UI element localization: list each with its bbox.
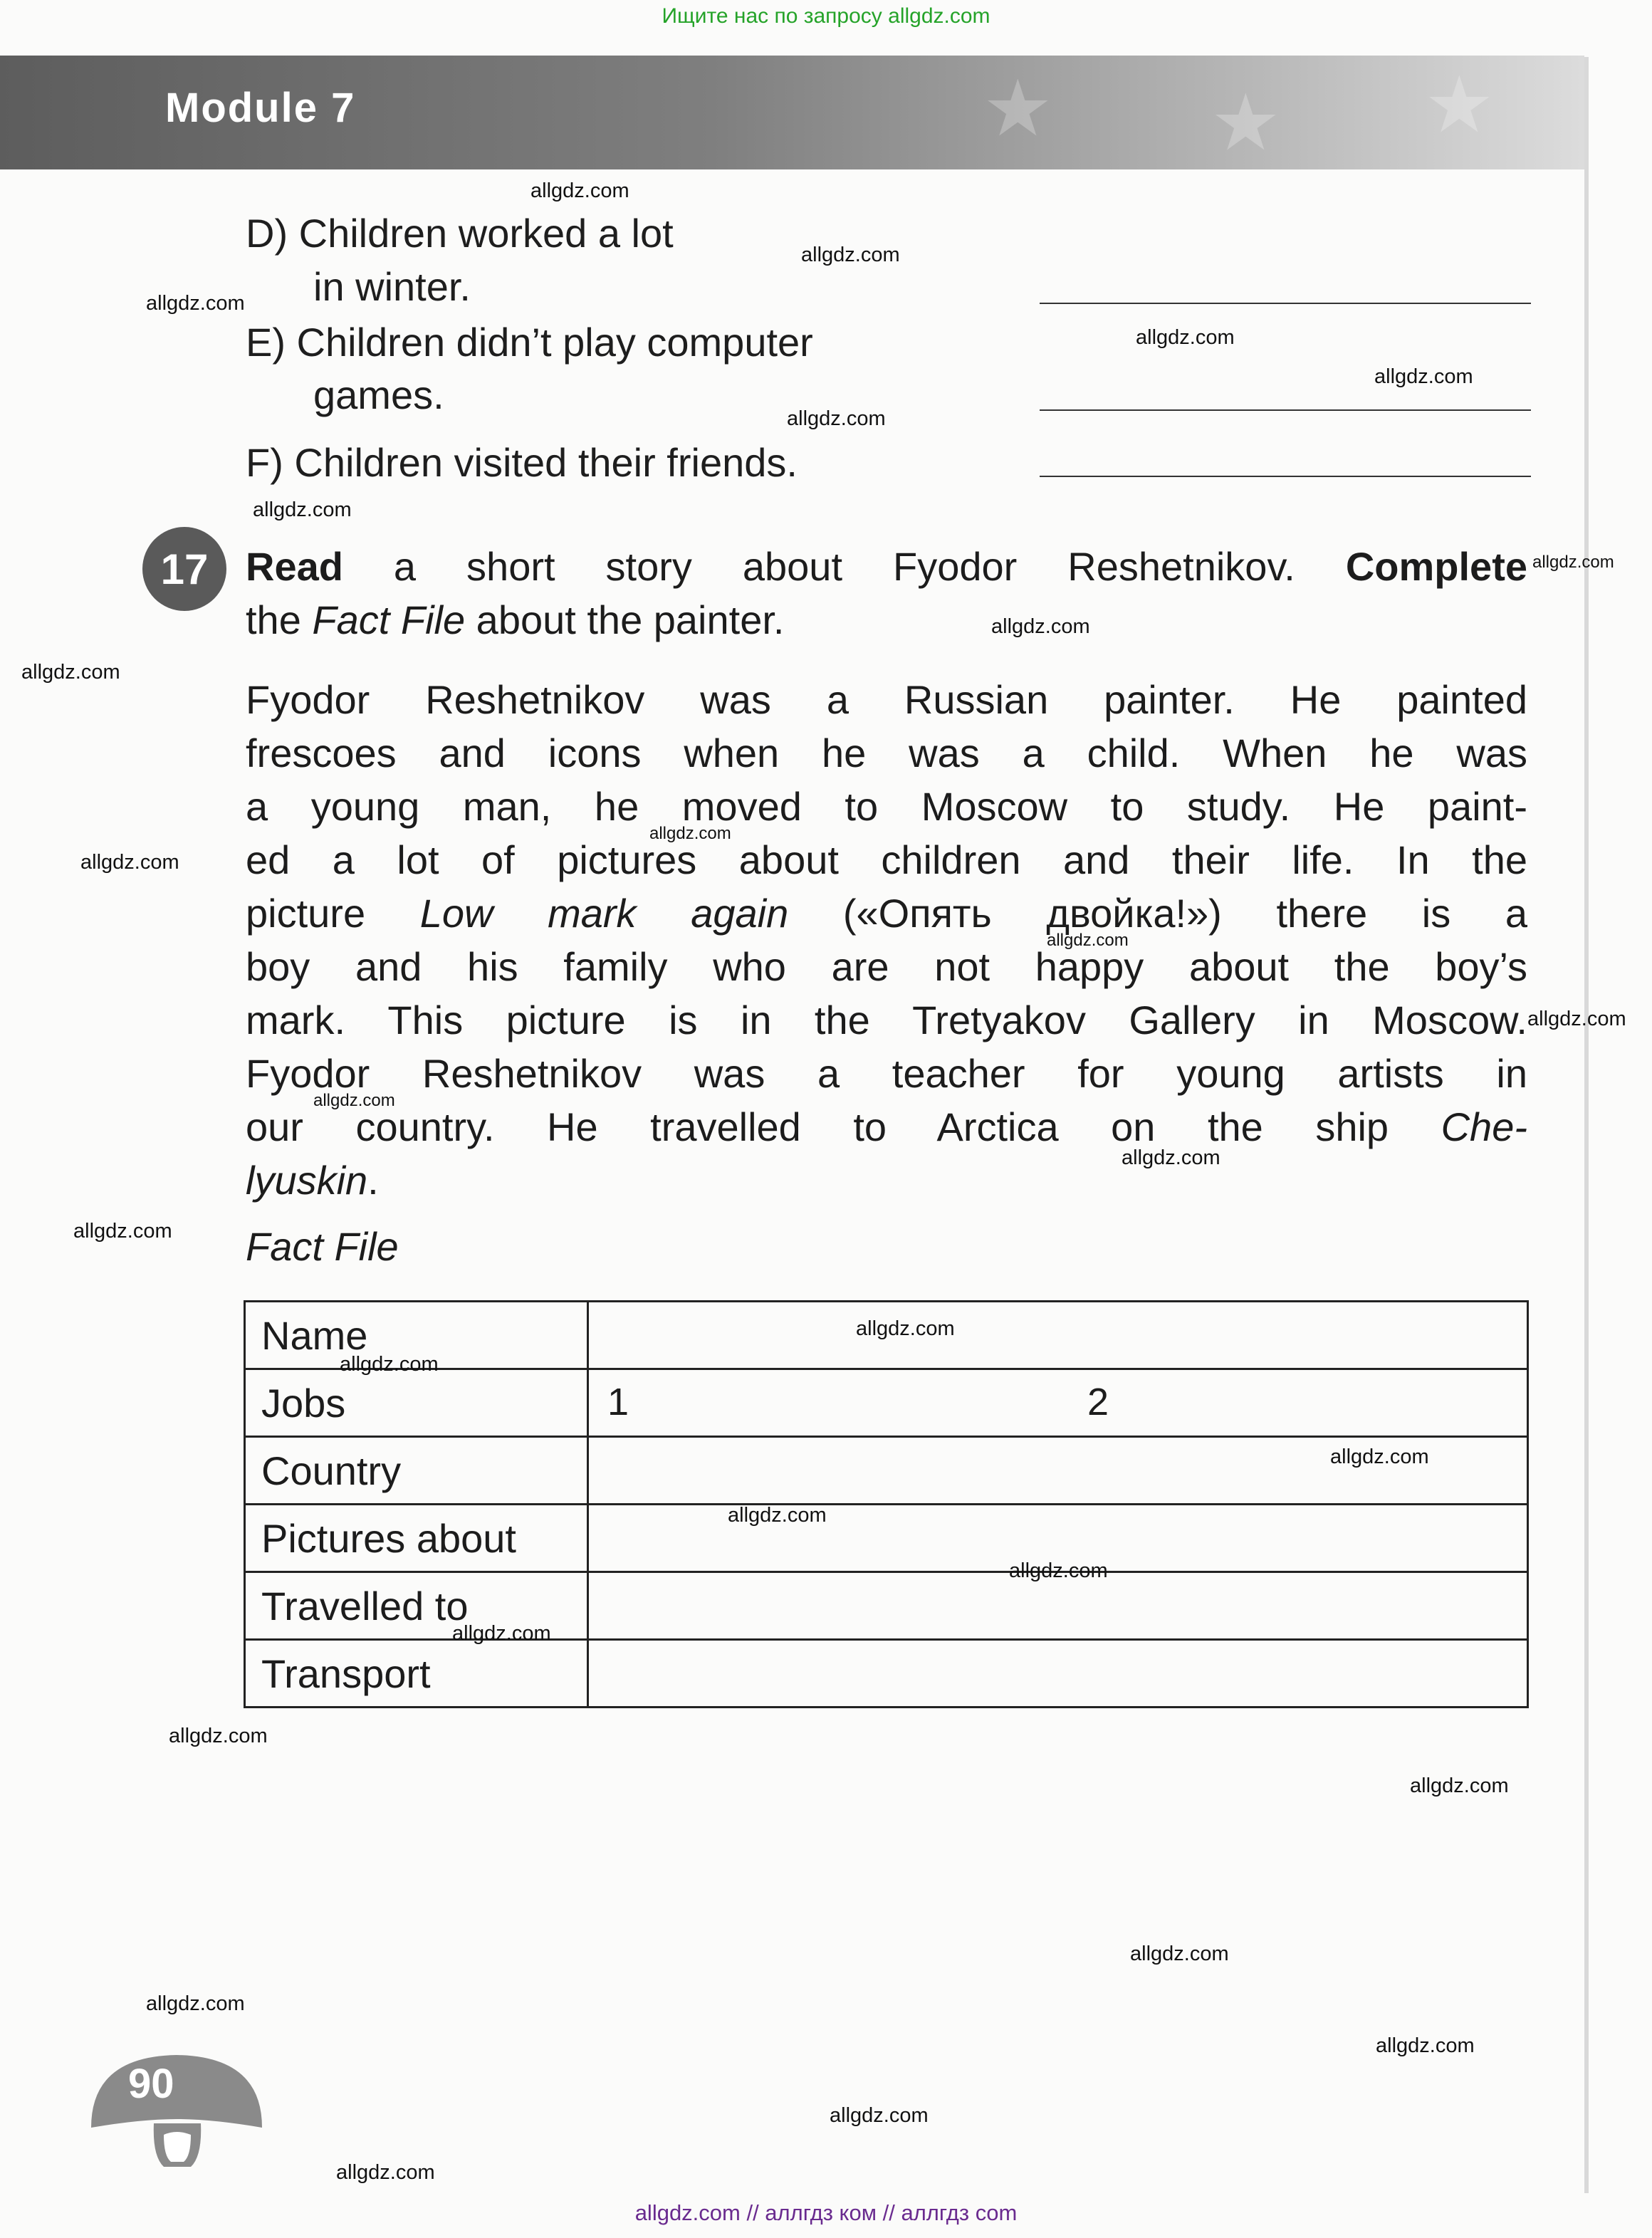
watermark: allgdz.com	[169, 1725, 268, 1747]
story-ship-name: Che-	[1441, 1104, 1527, 1149]
watermark: allgdz.com	[146, 1992, 245, 2015]
watermark: allgdz.com	[1376, 2034, 1475, 2057]
instruction-read: Read	[246, 544, 343, 589]
fact-label-pictures: Pictures about	[245, 1505, 588, 1572]
story-line	[246, 1100, 1527, 1154]
fact-file-title: Fact File	[246, 1224, 399, 1269]
table-row	[245, 1505, 1528, 1572]
statement-d-line2: in winter.	[313, 264, 471, 309]
watermark: allgdz.com	[1527, 1008, 1626, 1030]
story-painting-title: Low mark again	[419, 891, 789, 936]
watermark: allgdz.com	[336, 2161, 435, 2184]
answer-line-e[interactable]	[1040, 409, 1531, 411]
watermark: allgdz.com	[1130, 1942, 1229, 1965]
story-line: frescoes and icons when he was a child. When he was	[246, 731, 1527, 775]
watermark: allgdz.com	[1136, 326, 1235, 349]
page-number: 90	[128, 2061, 174, 2107]
table-row	[245, 1572, 1528, 1640]
watermark: allgdz.com	[991, 615, 1090, 638]
fact-value-jobs[interactable]	[588, 1369, 1528, 1437]
watermark: allgdz.com	[73, 1220, 172, 1243]
instruction-text: the	[246, 597, 313, 642]
watermark: allgdz.com	[787, 407, 886, 430]
star-decoration-icon: ★	[1211, 79, 1281, 167]
story-line: a young man, he moved to Moscow to study. He paint-	[246, 784, 1527, 829]
watermark: allgdz.com	[1330, 1445, 1429, 1468]
instruction-text: about the painter.	[465, 597, 785, 642]
exercise-number-badge: 17	[142, 527, 226, 611]
story-line: Fyodor Reshetnikov was a teacher for young artists in	[246, 1051, 1527, 1096]
bottom-banner[interactable]: allgdz.com // аллгдз ком // аллгдз com	[634, 2200, 1018, 2225]
watermark: allgdz.com	[530, 179, 629, 202]
fact-value-transport[interactable]	[588, 1640, 1528, 1708]
watermark: allgdz.com	[649, 824, 731, 843]
watermark: allgdz.com	[146, 292, 245, 315]
statement-d-line1: D) Children worked a lot	[246, 211, 674, 256]
fact-label-country: Country	[245, 1437, 588, 1505]
watermark: allgdz.com	[856, 1317, 955, 1340]
star-decoration-icon: ★	[983, 65, 1053, 152]
watermark: allgdz.com	[801, 244, 900, 266]
instruction-text: a short story about Fyodor Reshetnikov.	[343, 544, 1346, 589]
star-decoration-icon: ★	[1424, 61, 1495, 149]
story-line	[246, 1154, 1527, 1207]
fact-label-name: Name	[245, 1302, 588, 1369]
watermark: allgdz.com	[313, 1091, 395, 1110]
mushroom-icon	[84, 2049, 269, 2170]
story-ship-name: lyuskin	[246, 1158, 368, 1203]
story-text: picture	[246, 891, 420, 936]
watermark: allgdz.com	[21, 661, 120, 684]
fact-label-travelled: Travelled to	[245, 1572, 588, 1640]
watermark: allgdz.com	[452, 1622, 551, 1645]
watermark: allgdz.com	[1009, 1559, 1108, 1582]
statement-e-line2: games.	[313, 372, 444, 417]
watermark: allgdz.com	[728, 1504, 827, 1527]
statement-f-line1: F) Children visited their friends.	[246, 440, 798, 485]
watermark: allgdz.com	[80, 851, 179, 874]
module-title: Module 7	[165, 85, 356, 131]
watermark: allgdz.com	[1122, 1146, 1220, 1169]
exercise-instruction-line1	[246, 540, 1527, 593]
job-number-2: 2	[1087, 1381, 1109, 1423]
watermark: allgdz.com	[1532, 553, 1614, 572]
table-row	[245, 1369, 1528, 1437]
story-line	[246, 887, 1527, 940]
answer-line-d[interactable]	[1040, 303, 1531, 304]
page-edge	[1584, 57, 1589, 2193]
story-line: Fyodor Reshetnikov was a Russian painter. He painted	[246, 677, 1527, 722]
story-text: our country. He travelled to Arctica on the ship	[246, 1104, 1441, 1149]
watermark: allgdz.com	[1374, 365, 1473, 388]
job-number-1: 1	[607, 1381, 629, 1423]
instruction-fact-file: Fact File	[312, 597, 466, 642]
watermark: allgdz.com	[830, 2104, 929, 2127]
fact-value-name[interactable]	[588, 1302, 1528, 1369]
watermark: allgdz.com	[1410, 1774, 1509, 1797]
exercise-instruction-line2	[246, 593, 1527, 647]
watermark: allgdz.com	[340, 1353, 439, 1376]
story-line: boy and his family who are not happy about the boy’s	[246, 944, 1527, 989]
watermark: allgdz.com	[253, 498, 352, 521]
answer-line-f[interactable]	[1040, 476, 1531, 477]
fact-label-jobs: Jobs	[245, 1369, 588, 1437]
fact-label-transport: Transport	[245, 1640, 588, 1708]
instruction-complete: Complete	[1345, 544, 1527, 589]
table-row	[245, 1640, 1528, 1708]
statement-e-line1: E) Children didn’t play computer	[246, 320, 813, 365]
watermark: allgdz.com	[1047, 931, 1129, 950]
story-text: .	[367, 1158, 379, 1203]
story-text: («Опять двойка!») there is a	[788, 891, 1527, 936]
story-line: ed a lot of pictures about children and their life. In the	[246, 837, 1527, 882]
story-line: mark. This picture is in the Tretyakov Gallery in Moscow.	[246, 998, 1527, 1042]
top-banner[interactable]: Ищите нас по запросу allgdz.com	[662, 4, 990, 28]
